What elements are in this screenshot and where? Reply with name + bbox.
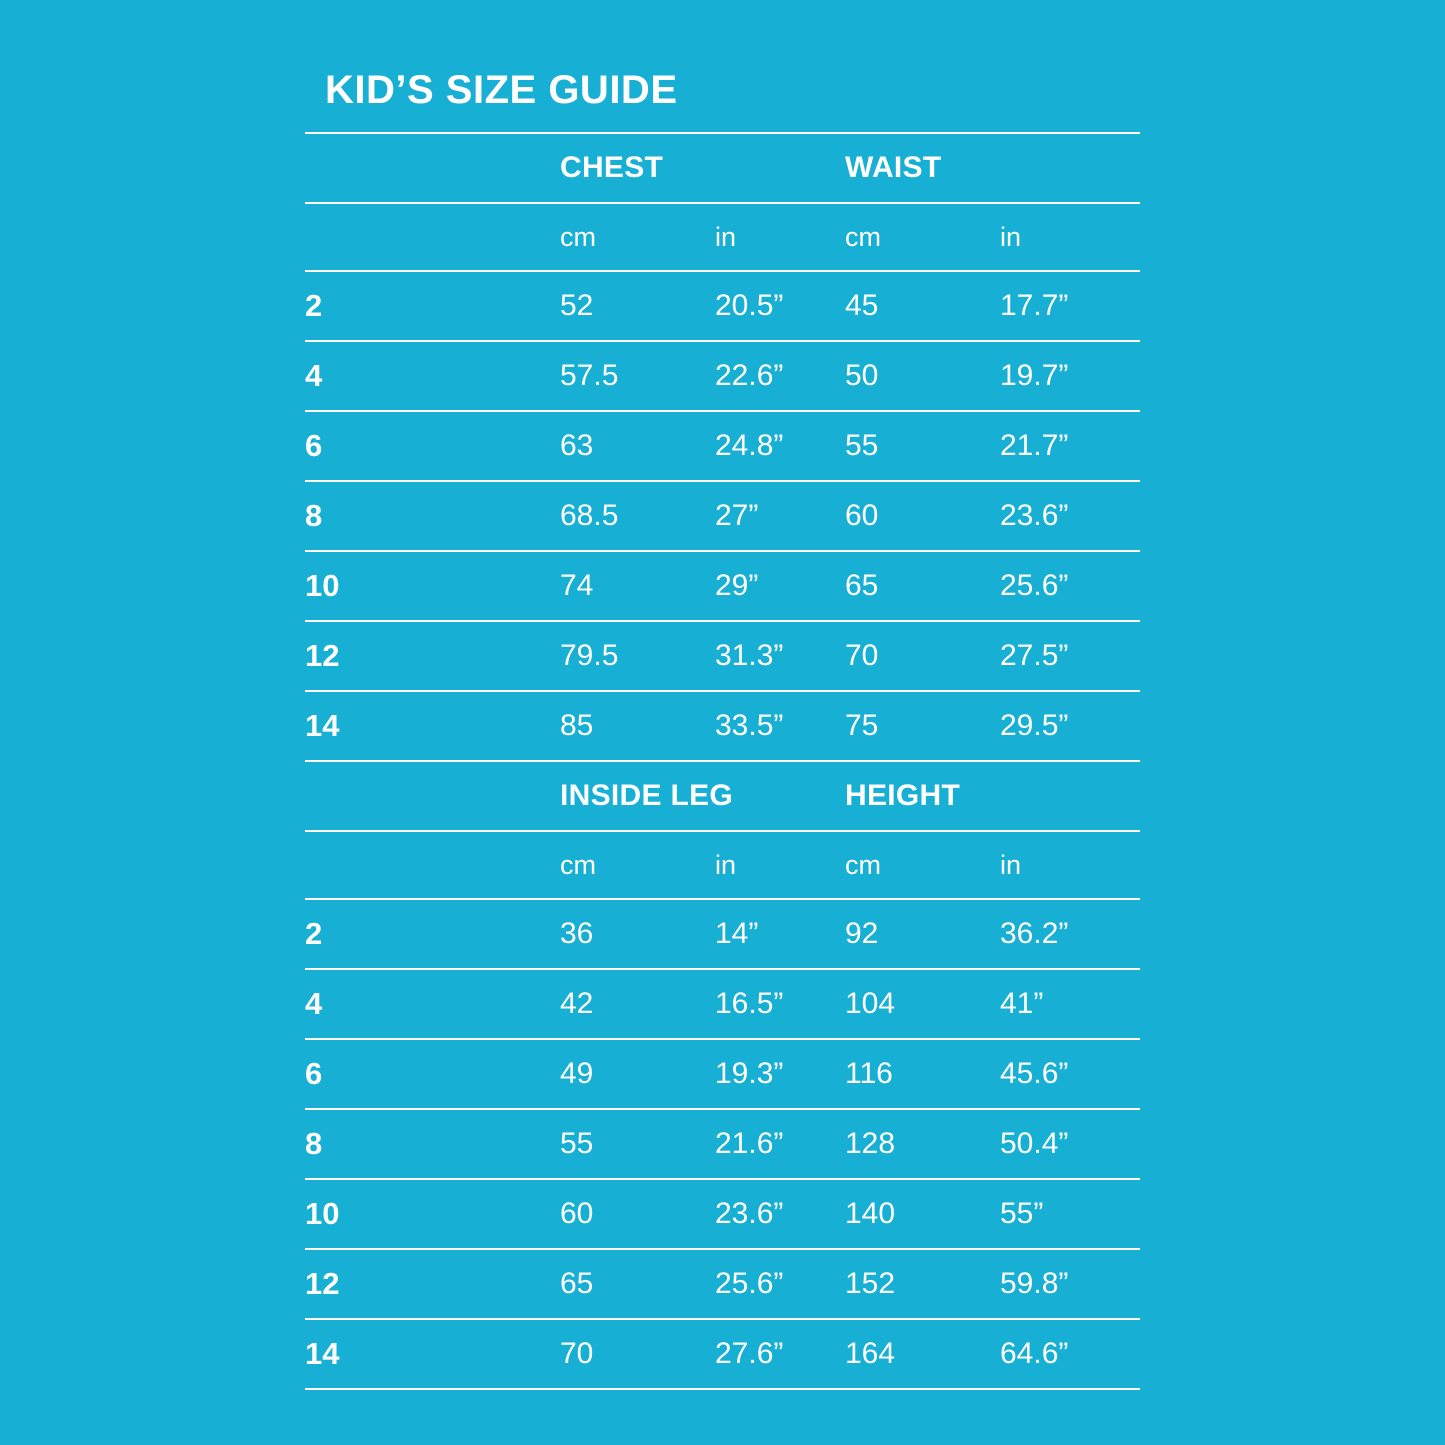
- row-chest-in: 27”: [715, 481, 845, 551]
- row-leg-in: 25.6”: [715, 1249, 845, 1319]
- row-waist-cm: 70: [845, 621, 1000, 691]
- table-group-header-row: [305, 761, 1140, 831]
- table-unit-row: [305, 831, 1140, 899]
- row-waist-cm: 45: [845, 271, 1000, 341]
- table-row: [305, 481, 1140, 551]
- group-header-chest: CHEST: [560, 133, 845, 203]
- row-size: 10: [305, 551, 560, 621]
- unit-height-in: in: [1000, 831, 1140, 899]
- row-leg-in: 23.6”: [715, 1179, 845, 1249]
- row-waist-in: 29.5”: [1000, 691, 1140, 760]
- table-row: [305, 621, 1140, 691]
- row-chest-cm: 74: [560, 551, 715, 621]
- table-row: [305, 1109, 1140, 1179]
- page-title: KID’S SIZE GUIDE: [325, 68, 678, 112]
- row-chest-cm: 79.5: [560, 621, 715, 691]
- row-waist-in: 17.7”: [1000, 271, 1140, 341]
- unit-chest-cm: cm: [560, 203, 715, 271]
- row-chest-in: 29”: [715, 551, 845, 621]
- row-chest-in: 24.8”: [715, 411, 845, 481]
- row-waist-in: 21.7”: [1000, 411, 1140, 481]
- unit-blank: [305, 831, 560, 899]
- row-leg-cm: 42: [560, 969, 715, 1039]
- unit-waist-cm: cm: [845, 203, 1000, 271]
- row-height-cm: 92: [845, 899, 1000, 969]
- row-size: 8: [305, 481, 560, 551]
- row-size: 12: [305, 1249, 560, 1319]
- group-header-blank: [305, 761, 560, 831]
- row-chest-in: 31.3”: [715, 621, 845, 691]
- unit-leg-in: in: [715, 831, 845, 899]
- group-header-waist: WAIST: [845, 133, 1140, 203]
- row-waist-in: 25.6”: [1000, 551, 1140, 621]
- table-row: [305, 551, 1140, 621]
- row-leg-in: 14”: [715, 899, 845, 969]
- row-waist-cm: 75: [845, 691, 1000, 760]
- table-row: [305, 1179, 1140, 1249]
- row-height-cm: 140: [845, 1179, 1000, 1249]
- row-chest-cm: 57.5: [560, 341, 715, 411]
- row-leg-cm: 55: [560, 1109, 715, 1179]
- row-height-in: 41”: [1000, 969, 1140, 1039]
- row-waist-cm: 65: [845, 551, 1000, 621]
- row-leg-in: 27.6”: [715, 1319, 845, 1388]
- table-group-header-row: [305, 133, 1140, 203]
- row-leg-cm: 65: [560, 1249, 715, 1319]
- row-chest-in: 22.6”: [715, 341, 845, 411]
- table-row: [305, 691, 1140, 760]
- row-size: 4: [305, 341, 560, 411]
- group-header-height: HEIGHT: [845, 761, 1140, 831]
- unit-blank: [305, 203, 560, 271]
- row-leg-cm: 60: [560, 1179, 715, 1249]
- row-chest-cm: 52: [560, 271, 715, 341]
- row-size: 10: [305, 1179, 560, 1249]
- row-leg-cm: 70: [560, 1319, 715, 1388]
- row-chest-in: 20.5”: [715, 271, 845, 341]
- table-row: [305, 1249, 1140, 1319]
- table-row: [305, 1319, 1140, 1388]
- group-header-inside-leg: INSIDE LEG: [560, 761, 845, 831]
- row-leg-in: 21.6”: [715, 1109, 845, 1179]
- row-waist-cm: 60: [845, 481, 1000, 551]
- row-size: 6: [305, 1039, 560, 1109]
- row-height-in: 36.2”: [1000, 899, 1140, 969]
- row-height-cm: 164: [845, 1319, 1000, 1388]
- row-chest-in: 33.5”: [715, 691, 845, 760]
- row-height-in: 45.6”: [1000, 1039, 1140, 1109]
- row-leg-in: 19.3”: [715, 1039, 845, 1109]
- table-row: [305, 271, 1140, 341]
- chest-waist-table: [305, 132, 1140, 760]
- table-bottom-rule: [305, 1388, 1140, 1390]
- table-row: [305, 411, 1140, 481]
- unit-height-cm: cm: [845, 831, 1000, 899]
- row-waist-cm: 50: [845, 341, 1000, 411]
- row-height-in: 59.8”: [1000, 1249, 1140, 1319]
- row-height-in: 55”: [1000, 1179, 1140, 1249]
- row-size: 8: [305, 1109, 560, 1179]
- row-waist-in: 27.5”: [1000, 621, 1140, 691]
- group-header-blank: [305, 133, 560, 203]
- row-leg-cm: 49: [560, 1039, 715, 1109]
- row-waist-in: 19.7”: [1000, 341, 1140, 411]
- row-height-cm: 104: [845, 969, 1000, 1039]
- row-size: 2: [305, 899, 560, 969]
- row-chest-cm: 85: [560, 691, 715, 760]
- row-height-cm: 152: [845, 1249, 1000, 1319]
- row-waist-cm: 55: [845, 411, 1000, 481]
- table-unit-row: [305, 203, 1140, 271]
- row-size: 12: [305, 621, 560, 691]
- insideleg-height-table: [305, 760, 1140, 1388]
- unit-waist-in: in: [1000, 203, 1140, 271]
- unit-chest-in: in: [715, 203, 845, 271]
- row-height-cm: 116: [845, 1039, 1000, 1109]
- table-row: [305, 899, 1140, 969]
- size-guide-content: [305, 70, 1140, 1390]
- row-height-in: 50.4”: [1000, 1109, 1140, 1179]
- row-chest-cm: 68.5: [560, 481, 715, 551]
- row-size: 6: [305, 411, 560, 481]
- row-height-cm: 128: [845, 1109, 1000, 1179]
- row-leg-cm: 36: [560, 899, 715, 969]
- table-row: [305, 1039, 1140, 1109]
- row-size: 14: [305, 691, 560, 760]
- row-size: 14: [305, 1319, 560, 1388]
- row-waist-in: 23.6”: [1000, 481, 1140, 551]
- unit-leg-cm: cm: [560, 831, 715, 899]
- row-height-in: 64.6”: [1000, 1319, 1140, 1388]
- table-row: [305, 969, 1140, 1039]
- row-chest-cm: 63: [560, 411, 715, 481]
- table-row: [305, 341, 1140, 411]
- row-size: 2: [305, 271, 560, 341]
- row-size: 4: [305, 969, 560, 1039]
- row-leg-in: 16.5”: [715, 969, 845, 1039]
